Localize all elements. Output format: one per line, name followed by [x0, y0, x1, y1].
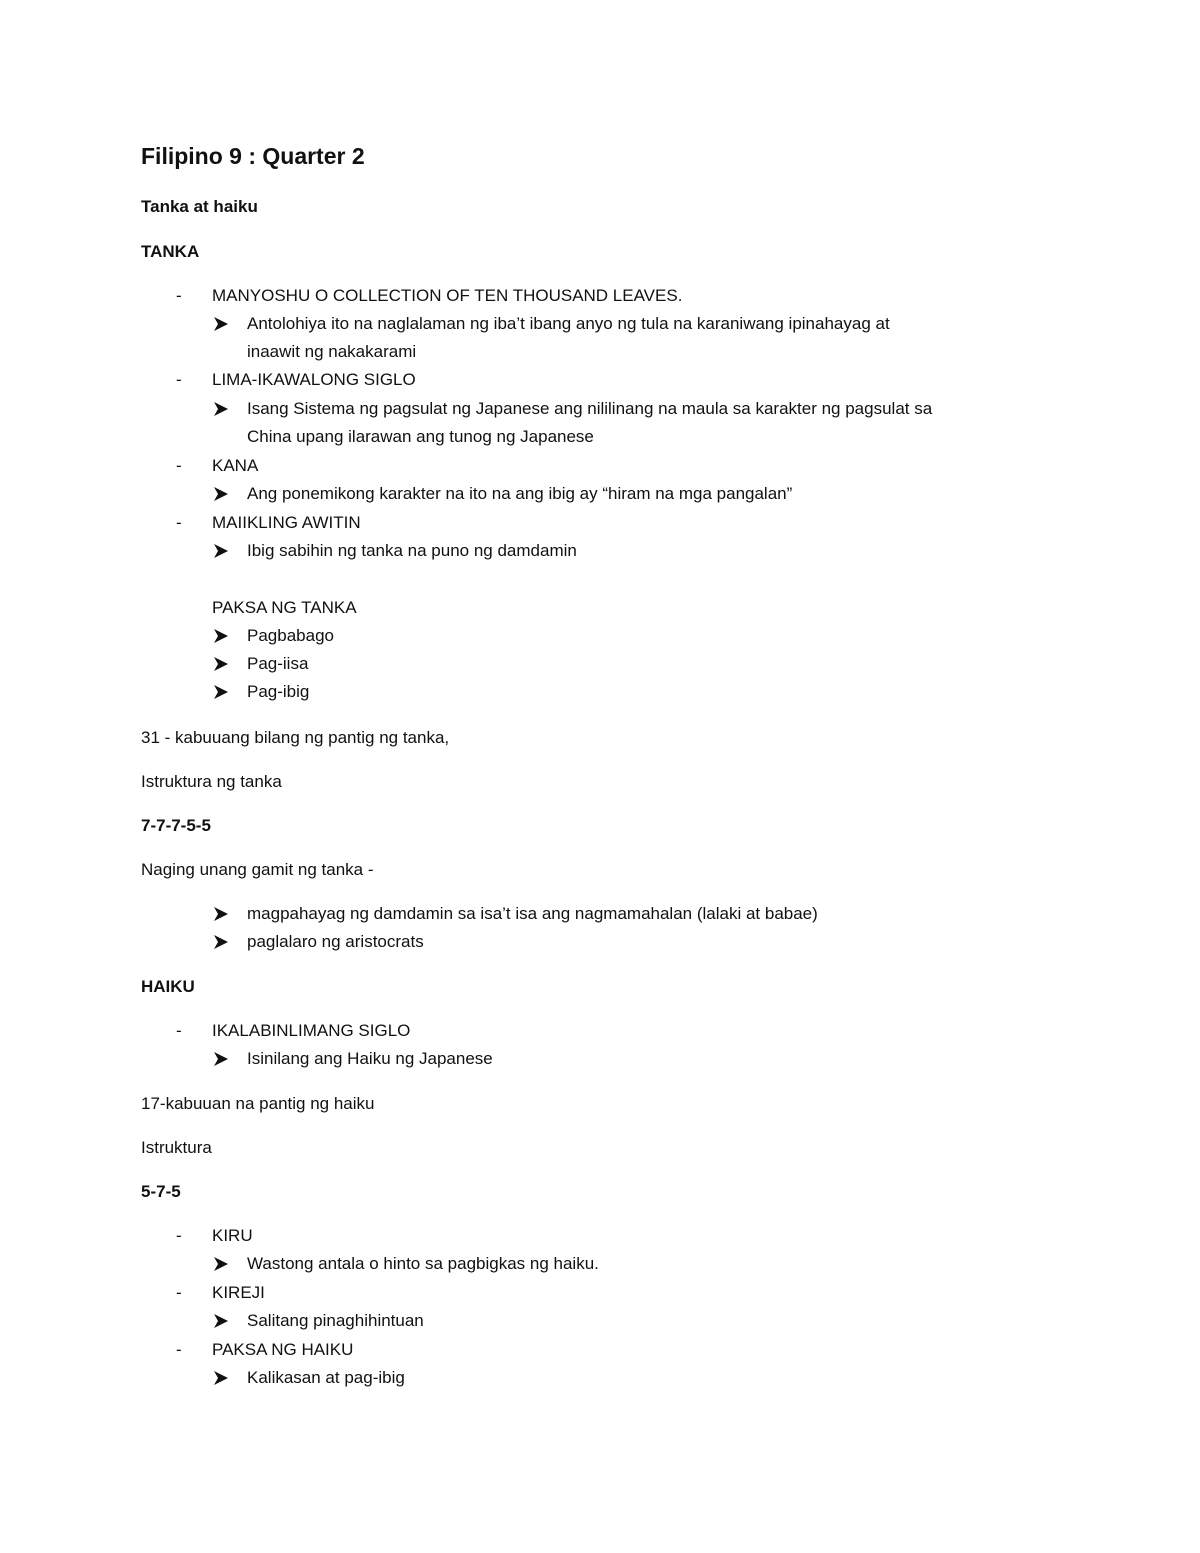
haiku-heading: HAIKU	[141, 977, 195, 996]
sub-item-text: Ang ponemikong karakter na ito na ang ibig ay “hiram na mga pangalan”	[247, 484, 793, 503]
sub-item-text: China upang ilarawan ang tunog ng Japanese	[247, 427, 594, 446]
arrow-bullet-icon	[213, 401, 229, 417]
sub-item-text: Kalikasan at pag-ibig	[247, 1368, 405, 1387]
list-item-label: IKALABINLIMANG SIGLO	[212, 1021, 411, 1040]
dash-bullet: -	[176, 370, 182, 389]
haiku-syllables: 17-kabuuan na pantig ng haiku	[141, 1094, 375, 1113]
arrow-bullet-icon	[213, 543, 229, 559]
subtitle: Tanka at haiku	[141, 197, 258, 216]
sub-item-text: Ibig sabihin ng tanka na puno ng damdamin	[247, 541, 577, 560]
list-item-label: MAIIKLING AWITIN	[212, 513, 361, 532]
arrow-bullet-icon	[213, 628, 229, 644]
arrow-bullet-icon	[213, 486, 229, 502]
dash-bullet: -	[176, 1021, 182, 1040]
paksa-text: Pagbabago	[247, 626, 334, 645]
list-item-label: LIMA-IKAWALONG SIGLO	[212, 370, 416, 389]
haiku-structure-label: Istruktura	[141, 1138, 212, 1157]
paksa-text: Pag-ibig	[247, 682, 310, 701]
sub-item-text: inaawit ng nakakarami	[247, 342, 417, 361]
sub-item-text: Antolohiya ito na naglalaman ng iba’t ibang anyo ng tula na karaniwang ipinahayag at	[247, 314, 890, 333]
sub-item-text: Isinilang ang Haiku ng Japanese	[247, 1049, 493, 1068]
sub-item-text: Salitang pinaghihintuan	[247, 1311, 424, 1330]
list-item-label: PAKSA NG HAIKU	[212, 1340, 354, 1359]
sub-item-text: Wastong antala o hinto sa pagbigkas ng haiku.	[247, 1254, 599, 1273]
list-item-label: MANYOSHU O COLLECTION OF TEN THOUSAND LEAVES.	[212, 286, 683, 305]
arrow-bullet-icon	[213, 1051, 229, 1067]
dash-bullet: -	[176, 1283, 182, 1302]
tanka-first-use: Naging unang gamit ng tanka -	[141, 860, 374, 879]
arrow-bullet-icon	[213, 906, 229, 922]
dash-bullet: -	[176, 513, 182, 532]
tanka-structure-label: Istruktura ng tanka	[141, 772, 282, 791]
list-item-label: KANA	[212, 456, 259, 475]
arrow-bullet-icon	[213, 934, 229, 950]
arrow-bullet-icon	[213, 1256, 229, 1272]
dash-bullet: -	[176, 1226, 182, 1245]
haiku-structure: 5-7-5	[141, 1182, 181, 1201]
dash-bullet: -	[176, 1340, 182, 1359]
dash-bullet: -	[176, 286, 182, 305]
list-item-label: KIRU	[212, 1226, 253, 1245]
arrow-bullet-icon	[213, 1370, 229, 1386]
page-title: Filipino 9 : Quarter 2	[141, 143, 365, 169]
list-item-label: KIREJI	[212, 1283, 265, 1302]
paksa-heading-text: PAKSA NG TANKA	[212, 598, 357, 617]
sub-item-text: Isang Sistema ng pagsulat ng Japanese ang nililinang na maula sa karakter ng pagsulat sa	[247, 399, 933, 418]
arrow-bullet-icon	[213, 656, 229, 672]
tanka-syllables: 31 - kabuuang bilang ng pantig ng tanka,	[141, 728, 450, 747]
use-text: paglalaro ng aristocrats	[247, 932, 424, 951]
arrow-bullet-icon	[213, 316, 229, 332]
tanka-structure: 7-7-7-5-5	[141, 816, 211, 835]
dash-bullet: -	[176, 456, 182, 475]
arrow-bullet-icon	[213, 684, 229, 700]
paksa-text: Pag-iisa	[247, 654, 309, 673]
tanka-heading: TANKA	[141, 242, 200, 261]
arrow-bullet-icon	[213, 1313, 229, 1329]
use-text: magpahayag ng damdamin sa isa’t isa ang nagmamahalan (lalaki at babae)	[247, 904, 818, 923]
